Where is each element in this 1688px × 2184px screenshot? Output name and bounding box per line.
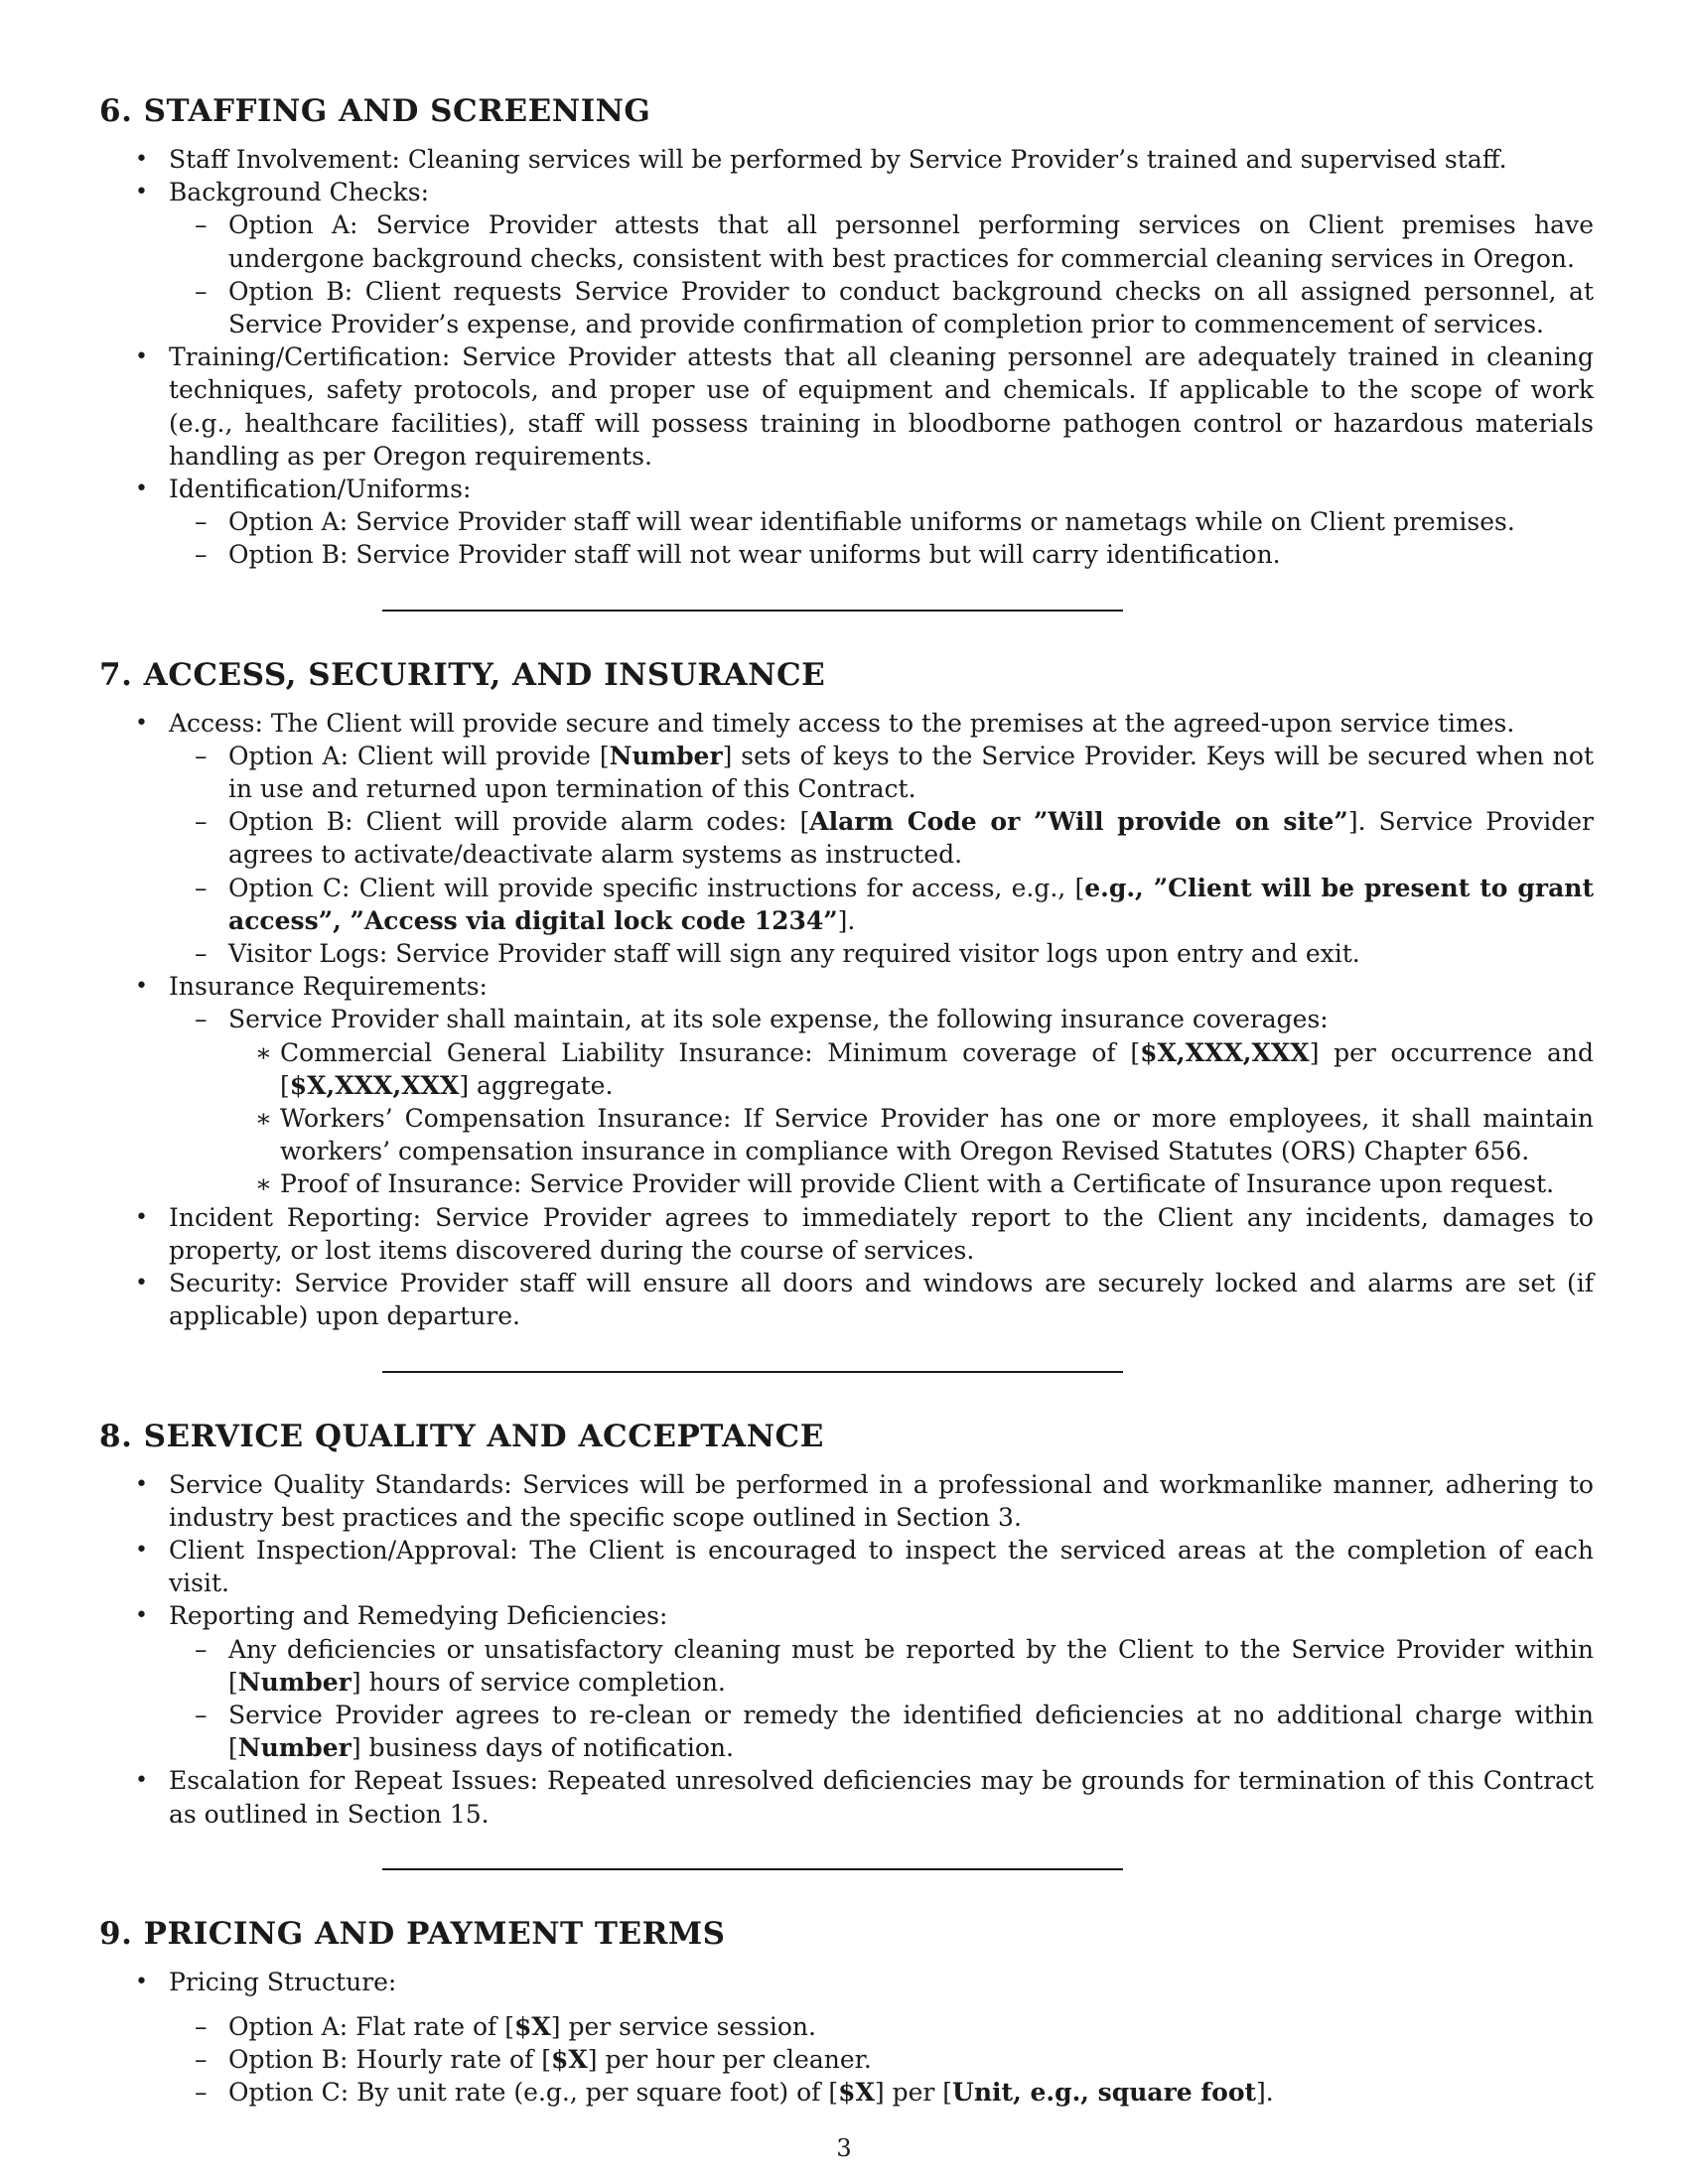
text-part: Commercial General Liability Insurance: Minimum coverage of [ bbox=[280, 1037, 1141, 1067]
sub-list bbox=[169, 1003, 1594, 1200]
item-label: Background Checks: bbox=[169, 178, 430, 207]
list-item bbox=[99, 970, 1594, 1200]
sub-item: – Option A: Service Provider attests that all personnel performing services on Client premises have undergone background checks, consistent with best practices for commercial cleaning services in Oregon. bbox=[169, 208, 1594, 274]
sub-list bbox=[169, 208, 1594, 341]
placeholder-alarm-code: Alarm Code or ”Will provide on site” bbox=[809, 807, 1348, 837]
sub-item bbox=[169, 1003, 1594, 1200]
list-item: • Incident Reporting: Service Provider agrees to immediately report to the Client any incidents, damages to property, or lost items discovered during the course of services. bbox=[99, 1201, 1594, 1267]
item-text: Service Provider shall maintain, at its sole expense, the following insurance coverages: bbox=[228, 1005, 1329, 1034]
placeholder-amount: $X bbox=[513, 2011, 551, 2041]
placeholder-number: Number bbox=[237, 1667, 352, 1697]
text-part: ] per occurrence and [ bbox=[280, 1037, 1594, 1100]
sub-item bbox=[169, 805, 1594, 871]
item-label: Reporting and Remedying Deficiencies: bbox=[169, 1601, 668, 1631]
text-part: Option C: By unit rate (e.g., per square foot) of [ bbox=[228, 2078, 839, 2108]
list-item bbox=[99, 707, 1594, 971]
section-6-heading: 6. STAFFING AND SCREENING bbox=[99, 93, 651, 129]
list-item: • Training/Certification: Service Provider attests that all cleaning personnel are adequately trained in cleaning techniques, safety protocols, and proper use of equipment and chemicals. If applicable to the scope of work (e.g., healthcare facilities), staff will possess training in bloodborne pathogen control or hazardous materials handling as per Oregon requirements. bbox=[99, 341, 1594, 473]
section-9-list bbox=[99, 1966, 1594, 2110]
placeholder-unit: Unit, e.g., square foot bbox=[952, 2078, 1257, 2108]
section-divider bbox=[382, 1371, 1123, 1373]
sub-sub-list bbox=[228, 1036, 1594, 1201]
list-item bbox=[99, 1599, 1594, 1764]
text-part: Option B: Client will provide alarm codes: [ bbox=[228, 807, 810, 837]
sub-item bbox=[169, 740, 1594, 805]
text-part: ] hours of service completion. bbox=[351, 1667, 726, 1697]
item-label: Identification/Uniforms: bbox=[169, 475, 472, 504]
text-part: ] sets of keys to the Service Provider. Keys will be secured when not in use and returned upon termination of this Contract. bbox=[228, 741, 1594, 804]
section-6-list bbox=[99, 143, 1594, 572]
sub-item: – Visitor Logs: Service Provider staff will sign any required visitor logs upon entry and exit. bbox=[169, 937, 1594, 970]
text-part: Option A: Flat rate of [ bbox=[228, 2011, 514, 2041]
item-label: Pricing Structure: bbox=[169, 1967, 397, 1996]
sub-item bbox=[169, 2043, 1594, 2076]
list-item bbox=[99, 176, 1594, 341]
text-part: ] per hour per cleaner. bbox=[587, 2045, 872, 2075]
list-item: • Client Inspection/Approval: The Client is encouraged to inspect the serviced areas at the completion of each visit. bbox=[99, 1534, 1594, 1599]
sub-sub-item: ∗ Workers’ Compensation Insurance: If Service Provider has one or more employees, it shall maintain workers’ compensation insurance in compliance with Oregon Revised Statutes (ORS) Chapter 656. bbox=[228, 1102, 1594, 1167]
sub-item: – Option B: Service Provider staff will not wear uniforms but will carry identification. bbox=[169, 538, 1594, 571]
sub-item bbox=[169, 1633, 1594, 1699]
placeholder-instructions: e.g., ”Client will be present to grant access”, ”Access via digital lock code 1234” bbox=[228, 873, 1595, 935]
section-divider bbox=[382, 610, 1123, 612]
placeholder-number: Number bbox=[237, 1733, 352, 1763]
text-part: ]. bbox=[1256, 2078, 1274, 2108]
document-page bbox=[99, 91, 1594, 2110]
text-part: ] per service session. bbox=[550, 2011, 816, 2041]
list-item: • Security: Service Provider staff will ensure all doors and windows are securely locked and alarms are set (if applicable) upon departure. bbox=[99, 1267, 1594, 1332]
list-item: • Service Quality Standards: Services will be performed in a professional and workmanlike manner, adhering to industry best practices and the specific scope outlined in Section 3. bbox=[99, 1468, 1594, 1534]
sub-sub-item: ∗ Proof of Insurance: Service Provider will provide Client with a Certificate of Insurance upon request. bbox=[228, 1167, 1594, 1200]
text-part: Service Provider agrees to re-clean or remedy the identified deficiencies at no additional charge within [ bbox=[228, 1700, 1594, 1763]
sub-item: – Option A: Service Provider staff will wear identifiable uniforms or nametags while on Client premises. bbox=[169, 505, 1594, 538]
text-part: Option B: Hourly rate of [ bbox=[228, 2045, 551, 2075]
sub-item bbox=[169, 2010, 1594, 2043]
placeholder-number: Number bbox=[609, 741, 723, 770]
sub-item bbox=[169, 1699, 1594, 1764]
list-item: • Staff Involvement: Cleaning services will be performed by Service Provider’s trained and supervised staff. bbox=[99, 143, 1594, 176]
sub-list bbox=[169, 1633, 1594, 1765]
section-7-list bbox=[99, 707, 1594, 1333]
placeholder-amount: $X bbox=[551, 2045, 588, 2075]
sub-list bbox=[169, 2010, 1594, 2110]
placeholder-amount: $X,XXX,XXX bbox=[1140, 1037, 1310, 1067]
list-item bbox=[99, 473, 1594, 572]
section-9-heading: 9. PRICING AND PAYMENT TERMS bbox=[99, 1915, 726, 1952]
sub-item: – Option B: Client requests Service Provider to conduct background checks on all assigned personnel, at Service Provider’s expense, and provide confirmation of completion prior to commencement of services. bbox=[169, 275, 1594, 341]
sub-list bbox=[169, 740, 1594, 970]
text-part: Any deficiencies or unsatisfactory cleaning must be reported by the Client to the Service Provider within [ bbox=[228, 1634, 1594, 1697]
placeholder-amount: $X bbox=[838, 2078, 875, 2108]
sub-item bbox=[169, 2076, 1594, 2109]
text-part: ]. Service Provider agrees to activate/deactivate alarm systems as instructed. bbox=[228, 807, 1594, 870]
text-part: ] per [ bbox=[874, 2078, 953, 2108]
sub-list bbox=[169, 505, 1594, 571]
item-label: Insurance Requirements: bbox=[169, 972, 488, 1002]
placeholder-amount: $X,XXX,XXX bbox=[289, 1070, 460, 1100]
section-divider bbox=[382, 1868, 1123, 1870]
spacer bbox=[169, 1998, 1594, 2010]
section-7-heading: 7. ACCESS, SECURITY, AND INSURANCE bbox=[99, 656, 826, 693]
text-part: ] aggregate. bbox=[459, 1070, 614, 1100]
list-item bbox=[99, 1966, 1594, 2110]
text-part: ] business days of notification. bbox=[351, 1733, 734, 1763]
sub-item bbox=[169, 872, 1594, 937]
text-part: Option A: Client will provide [ bbox=[228, 741, 610, 770]
list-item: • Escalation for Repeat Issues: Repeated unresolved deficiencies may be grounds for termination of this Contract as outlined in Section 15. bbox=[99, 1764, 1594, 1830]
section-8-heading: 8. SERVICE QUALITY AND ACCEPTANCE bbox=[99, 1418, 824, 1454]
sub-sub-item bbox=[228, 1036, 1594, 1102]
page-number: 3 bbox=[836, 2134, 852, 2162]
text-part: ]. bbox=[837, 905, 856, 935]
item-text: Access: The Client will provide secure and timely access to the premises at the agreed-upon service times. bbox=[169, 708, 1515, 738]
text-part: Option C: Client will provide specific instructions for access, e.g., [ bbox=[228, 873, 1085, 902]
section-8-list bbox=[99, 1468, 1594, 1831]
